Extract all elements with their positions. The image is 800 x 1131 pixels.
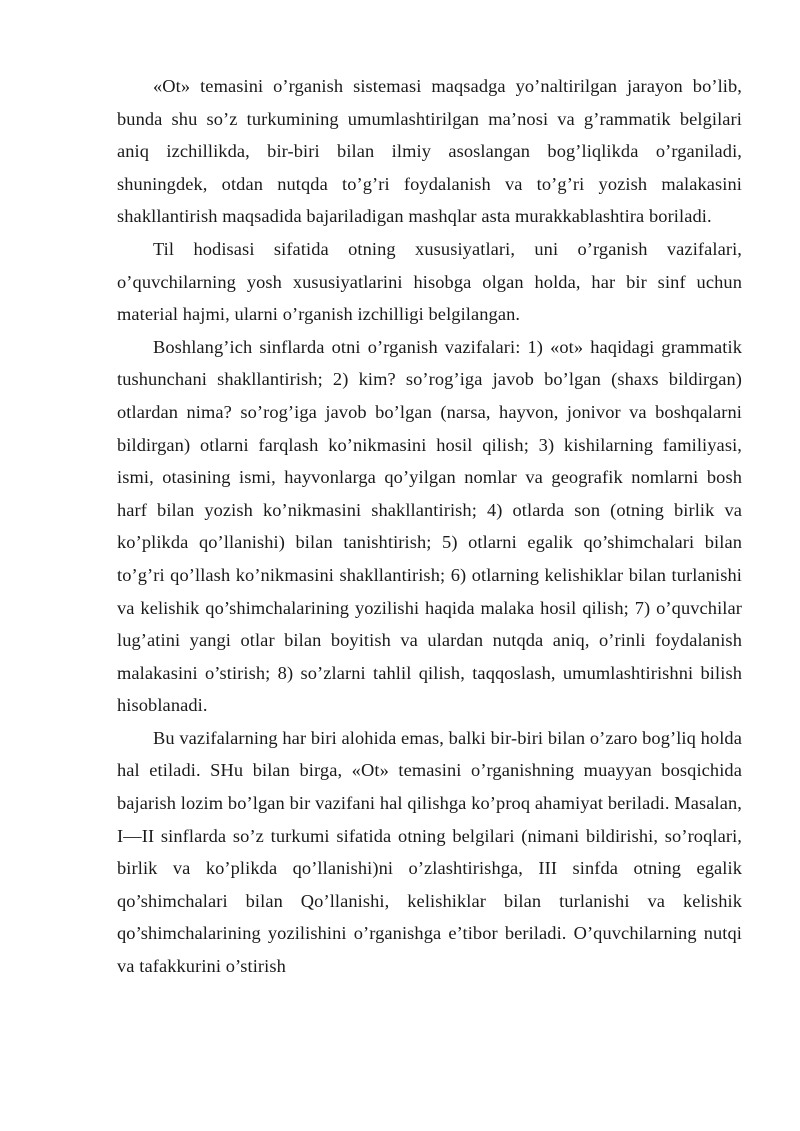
- paragraph-primary-grade-tasks: Boshlang’ich sinflarda otni o’rganish vazifalari: 1) «ot» haqidagi grammatik tushunchani shakllantirish; 2) kim? so’rog’iga javob bo’lgan (shaxs bildirgan) otlardan nima? so’rog’iga javob bo’lgan (narsa, hayvon, jonivor va boshqalarni bildirgan) otlarni farqlash ko’nikmasini hosil qilish; 3) kishilarning familiyasi, ismi, otasining ismi, hayvonlarga qo’yilgan nomlar va geografik nomlarni bosh harf bilan yozish ko’nikmasini shakllantirish; 4) otlarda son (otning birlik va ko’plikda qo’llanishi) bilan tanishtirish; 5) otlarni egalik qo’shimchalari bilan to’g’ri qo’llash ko’nikmasini shakllantirish; 6) otlarning kelishiklar bilan turlanishi va kelishik qo’shimchalarining yozilishi haqida malaka hosil qilish; 7) o’quvchilar lug’atini yangi otlar bilan boyitish va ulardan nutqda aniq, o’rinli foydalanish malakasini o’stirish; 8) so’zlarni tahlil qilish, taqqoslash, umumlashtirishni bilish hisoblanadi.: [117, 336, 742, 716]
- document-page: [117, 70, 742, 983]
- paragraph-ot-study-system: «Ot» temasini o’rganish sistemasi maqsadga yo’naltirilgan jarayon bo’lib, bunda shu so’z turkumining umumlashtirilgan ma’nosi va g’rammatik belgilari aniq izchillikda, bir-biri bilan ilmiy asoslangan bog’liqlikda o’rganiladi, shuningdek, otdan nutqda to’g’ri foydalanish va to’g’ri yozish malakasini shakllantirish maqsadida bajariladigan mashqlar asta murakkablashtira boriladi.: [117, 76, 742, 227]
- paragraph-interrelated-tasks: Bu vazifalarning har biri alohida emas, balki bir-biri bilan o’zaro bog’liq holda hal etiladi. SHu bilan birga, «Ot» temasini o’rganishning muayyan bosqichida bajarish lozim bo’lgan bir vazifani hal qilishga ko’proq ahamiyat beriladi. Masalan, I—II sinflarda so’z turkumi sifatida otning belgilari (nimani bildirishi, so’roqlari, birlik va ko’plikda qo’llanishi)ni o’zlashtirishga, III sinfda otning egalik qo’shimchalari bilan Qo’llanishi, kelishiklar bilan turlanishi va kelishik qo’shimchalarining yozilishini o’rganishga e’tibor beriladi. O’quvchilarning nutqi va tafakkurini o’stirish: [117, 727, 742, 977]
- paragraph-language-phenomenon: Til hodisasi sifatida otning xususiyatlari, uni o’rganish vazifalari, o’quvchilarning yosh xususiyatlarini hisobga olgan holda, har bir sinf uchun material hajmi, ularni o’rganish izchilligi belgilangan.: [117, 238, 742, 325]
